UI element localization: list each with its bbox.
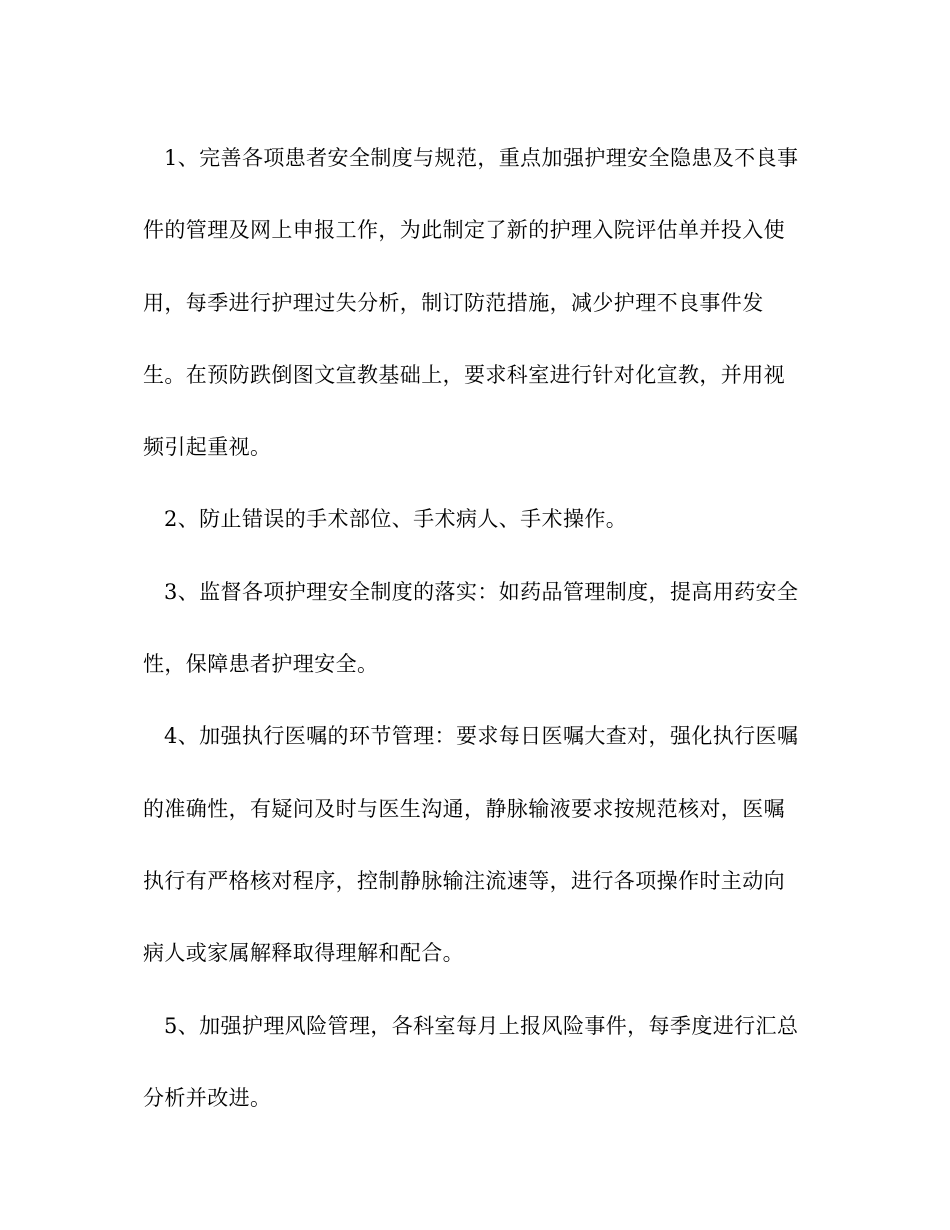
document-body (143, 122, 807, 1134)
paragraph-line: 性，保障患者护理安全。 (143, 652, 379, 677)
paragraph-line: 病人或家属解释取得理解和配合。 (143, 941, 464, 966)
paragraph-line: 执行有严格核对程序，控制静脉输注流速等，进行各项操作时主动向 (143, 868, 785, 893)
paragraph-line: 生。在预防跌倒图文宣教基础上，要求科室进行针对化宣教，并用视 (143, 362, 785, 387)
paragraph-line: 2、防止错误的手术部位、手术病人、手术操作。 (164, 507, 628, 532)
paragraph-line: 5、加强护理风险管理，各科室每月上报风险事件，每季度进行汇总 (164, 1013, 799, 1038)
paragraph-3 (143, 556, 807, 701)
paragraph-line: 件的管理及网上申报工作，为此制定了新的护理入院评估单并投入使 (143, 218, 785, 243)
paragraph-line: 4、加强执行医嘱的环节管理：要求每日医嘱大查对，强化执行医嘱 (164, 724, 799, 749)
paragraph-line: 频引起重视。 (143, 435, 272, 460)
paragraph-5 (143, 990, 807, 1135)
paragraph-4 (143, 700, 807, 989)
paragraph-line: 1、完善各项患者安全制度与规范，重点加强护理安全隐患及不良事 (164, 146, 799, 170)
paragraph-1 (143, 122, 807, 483)
paragraph-line: 的准确性，有疑问及时与医生沟通，静脉输液要求按规范核对，医嘱 (143, 796, 785, 821)
paragraph-2 (143, 483, 807, 555)
paragraph-line: 分析并改进。 (143, 1085, 272, 1110)
paragraph-line: 用，每季进行护理过失分析，制订防范措施，减少护理不良事件发 (143, 290, 764, 315)
paragraph-line: 3、监督各项护理安全制度的落实：如药品管理制度，提高用药安全 (164, 579, 799, 604)
